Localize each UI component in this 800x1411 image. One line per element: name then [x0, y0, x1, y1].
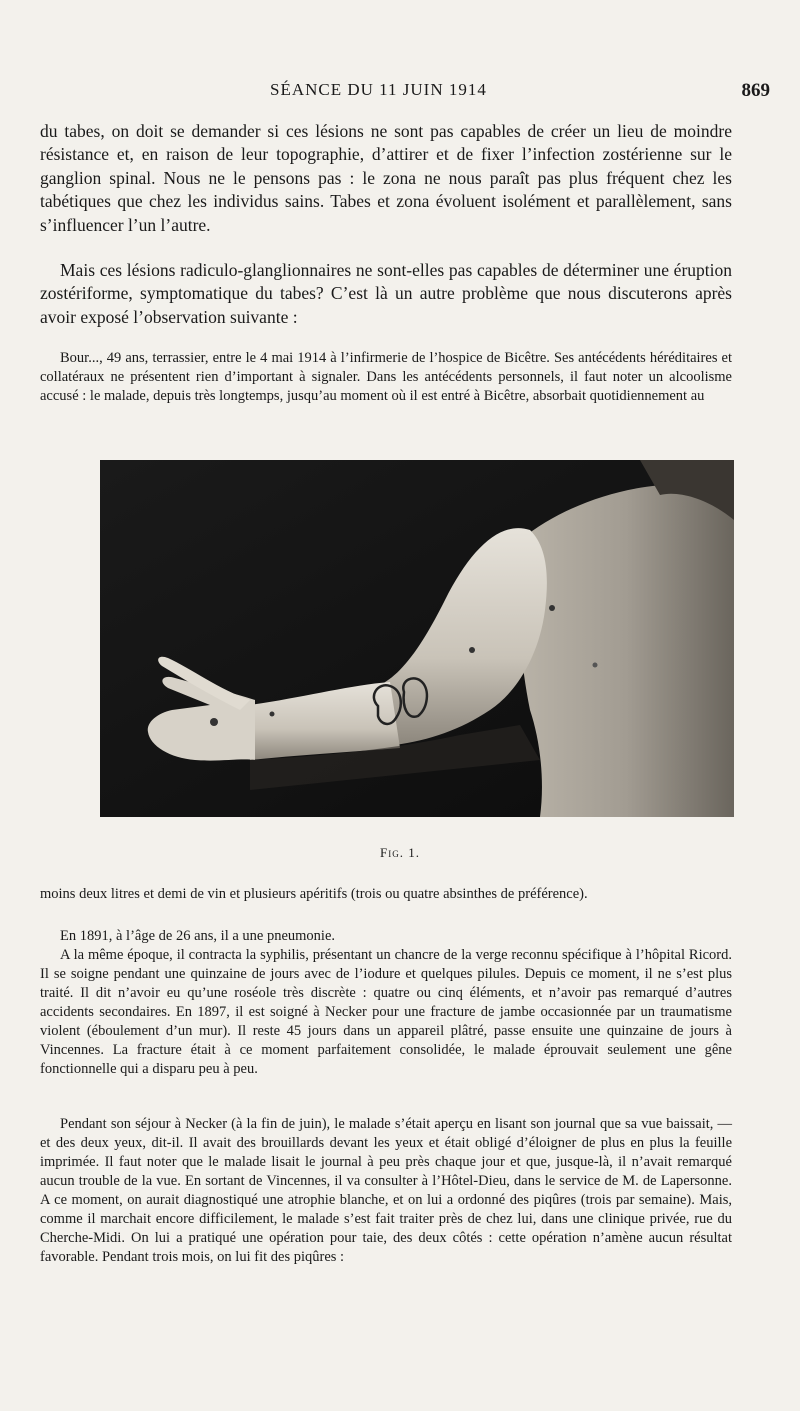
figure-caption: Fig. 1. [380, 845, 420, 860]
paragraph-zosteriform-question: Mais ces lésions radiculo-glanglionnaires ne sont-elles pas capables de déterminer une éruption zostériforme, symptomatique du tabes? C’est là un autre problème que nous discuterons après avoir exposé l’observation suivante : [40, 260, 732, 327]
page-header [40, 80, 770, 110]
arm-photo-illustration [100, 460, 734, 817]
paragraph-tabes-lesions: du tabes, on doit se demander si ces lésions ne sont pas capables de créer un lieu de moindre résistance et, en raison de leur topographie, d’attirer et de fixer l’infection zostérienne sur le ganglion spinal. Nous ne le pensons pas : le zona ne nous paraît pas plus fréquent chez les tabétiques que chez les individus sains. Tabes et zona évoluent isolément et parallèlement, sans s’influencer l’un l’autre. [40, 121, 732, 235]
paragraph-observation-intro: Bour..., 49 ans, terrassier, entre le 4 mai 1914 à l’infirmerie de l’hospice de Bicêtre. Ses antécédents héréditaires et collatéraux ne présentent rien d’important à signaler. Dans les antécédents personnels, il faut noter un alcoolisme accusé : le malade, depuis très longtemps, jusqu’au moment où il est entré à Bicêtre, absorbait quotidiennement au [40, 350, 732, 404]
page-number: 869 [741, 80, 770, 101]
figure-arm-photograph [100, 460, 734, 817]
paragraph-pneumonia: En 1891, à l’âge de 26 ans, il a une pneumonie. [60, 928, 336, 944]
paragraph-vision-history: Pendant son séjour à Necker (à la fin de juin), le malade s’était aperçu en lisant son journal que sa vue baissait, — et des deux yeux, dit-il. Il avait des brouillards devant les yeux et était obligé d’éloigner de plus en plus la feuille imprimée. Il faut noter que le malade lisait le journal à peu près chaque jour et que, jusque-là, il n’avait remarqué aucun trouble de la vue. En sortant de Vincennes, il va consulter à l’Hôtel-Dieu, dans le service de M. de Lapersonne. A ce moment, on aurait diagnostiqué une atrophie blanche, et on lui a ordonné des piqûres (trois par semaine). Mais, comme il marchait encore difficilement, le malade s’est fait traiter près de chez lui, dans une clinique privée, rue du Cherche-Midi. On lui a pratiqué une opération pour taie, des deux côtés : cette opération n’amène aucun résultat favorable. Pendant trois mois, on lui fit des piqûres : [40, 1116, 732, 1265]
paragraph-alcohol-consumption: moins deux litres et demi de vin et plusieurs apéritifs (trois ou quatre absinthes de préférence). [40, 886, 588, 902]
paragraph-syphilis-history: A la même époque, il contracta la syphilis, présentant un chancre de la verge reconnu spécifique à l’hôpital Ricord. Il se soigne pendant une quinzaine de jours avec de l’iodure et quelques pilules. Depuis ce moment, il ne s’est plus traité. Il dit n’avoir eu qu’une roséole très discrète : quatre ou cinq éléments, et n’avoir pas remarqué d’autres accidents secondaires. En 1897, il est soigné à Necker pour une fracture de jambe occasionnée par un traumatisme violent (éboulement d’un mur). Il reste 45 jours dans un appareil plâtré, passe ensuite une quinzaine de jours à Vincennes. La fracture était à ce moment parfaitement consolidée, le malade éprouvait seulement une gêne fonctionnelle qui a disparu peu à peu. [40, 947, 732, 1077]
running-head: SÉANCE DU 11 JUIN 1914 [270, 80, 487, 99]
